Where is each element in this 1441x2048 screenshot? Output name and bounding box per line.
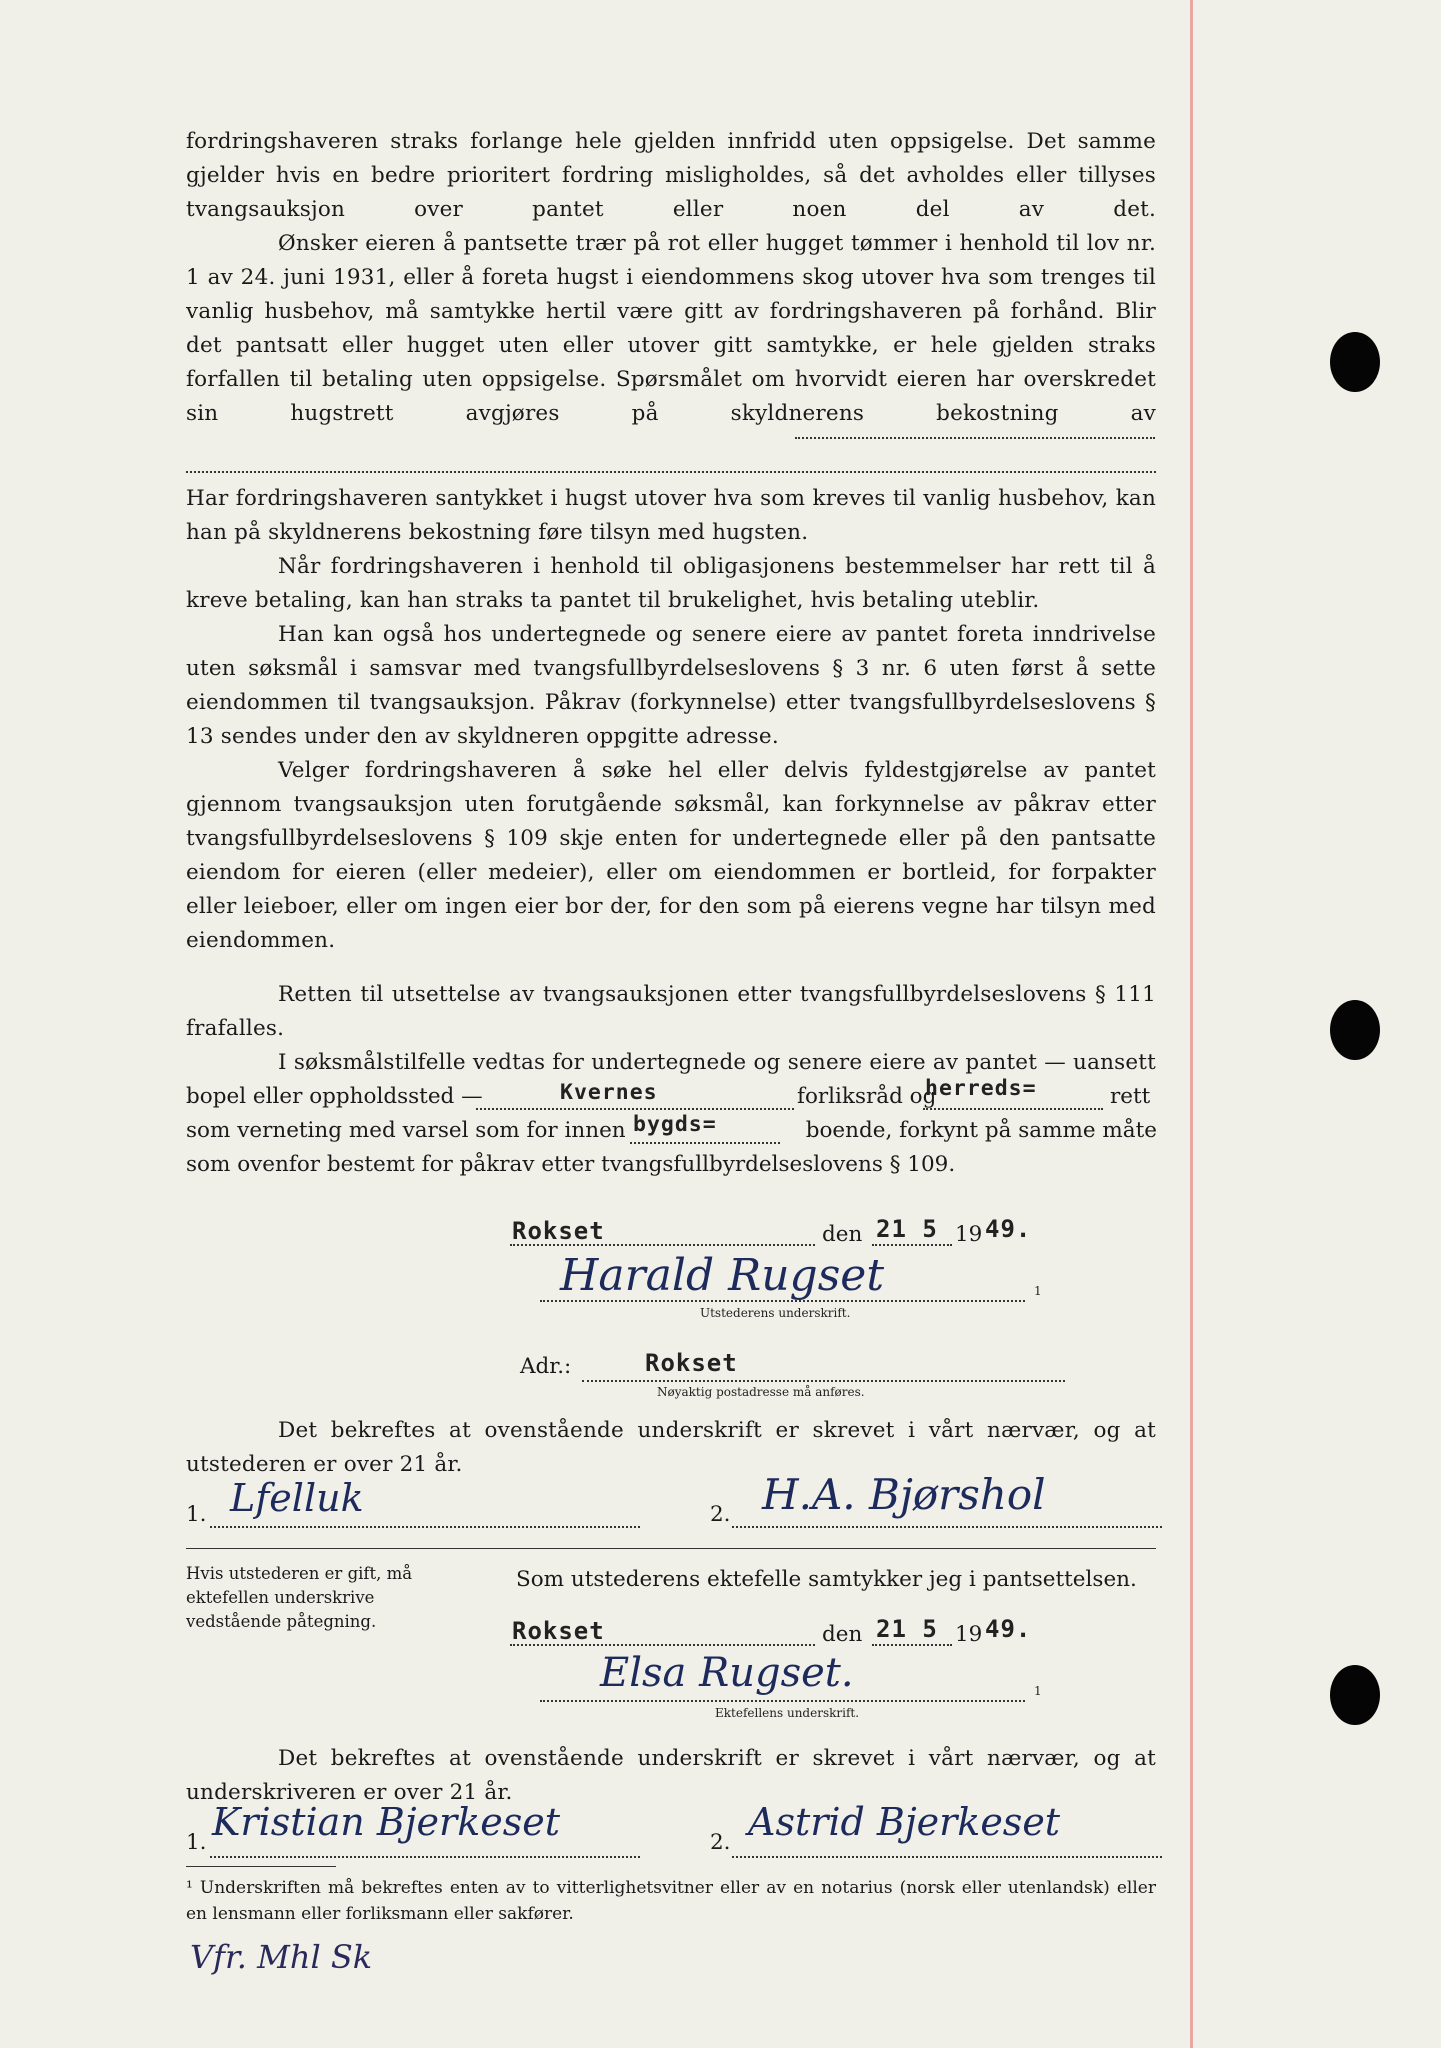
typed-date-2: 21 5 (876, 1615, 938, 1643)
typed-date-1: 21 5 (876, 1215, 938, 1243)
typed-year-1: 49. (985, 1215, 1032, 1243)
dotted-line-witness-3 (210, 1856, 640, 1858)
dotted-line-address (582, 1380, 1065, 1382)
venue-line-mid: forliksråd og (797, 1084, 937, 1109)
typed-place-1: Rokset (512, 1217, 605, 1245)
paragraph-3: Har fordringshaveren santykket i hugst utover hva som kreves til vanlig husbehov, kan han på skyldnerens bekostning føre tilsyn med hugsten. (186, 486, 1156, 545)
dotted-line-bygds (630, 1142, 780, 1144)
signature-witness-3: Kristian Bjerkeset (212, 1800, 560, 1844)
typed-year-2: 49. (985, 1615, 1032, 1643)
punch-hole-1 (1330, 332, 1380, 392)
witness-1-number: 1. (186, 1502, 207, 1527)
signature-witness-2: H.A. Bjørshol (762, 1470, 1046, 1519)
signature-witness-1: Lfelluk (230, 1476, 364, 1520)
verneting-line-last: som ovenfor bestemt for påkrav etter tvangsfullbyrdelseslovens § 109. (186, 1152, 956, 1177)
paragraph-8-line-1: I søksmålstilfelle vedtas for undertegnede og senere eiere av pantet — uansett (278, 1050, 1156, 1075)
venue-line-end: rett (1110, 1084, 1151, 1109)
verneting-line-start: som verneting med varsel som for innen (186, 1118, 626, 1143)
ektefelle-consent-text: Som utstederens ektefelle samtykker jeg i pantsettelsen. (516, 1567, 1137, 1592)
dotted-line-witness-1 (210, 1526, 640, 1528)
dotted-line-sig-ektefelle (540, 1700, 1025, 1702)
witness-4-number: 2. (710, 1830, 731, 1855)
venue-line-start: bopel eller oppholdssted — (186, 1084, 483, 1109)
signature-utsteder: Harald Rugset (560, 1250, 885, 1301)
footnote-text: ¹ Underskriften må bekreftes enten av to vitterlighetsvitner eller av en notarius (norsk eller utenlandsk) eller en lensmann eller forliksmann eller sakfører. (186, 1878, 1156, 1924)
dotted-line-date-2 (872, 1644, 952, 1646)
dotted-line-sig-utsteder (540, 1300, 1025, 1302)
dotted-line-herreds (923, 1108, 1103, 1110)
address-label: Adr.: (520, 1354, 572, 1379)
den-label-2: den (822, 1622, 863, 1647)
paragraph-6: Velger fordringshaveren å søke hel eller delvis fyldestgjørelse av pantet gjennom tvangsauksjon uten forutgående søksmål, kan forkynnelse av påkrav etter tvangsfullbyrdelseslovens § 109 skje enten for undertegnede eller på den pantsatte eiendom for eieren (eller medeier), eller om eiendommen er bortleid, for forpakter eller leieboer, eller om ingen eier bor der, for den som på eierens vegne har tilsyn med eiendommen. (186, 758, 1156, 953)
dotted-line-place-1 (510, 1244, 815, 1246)
paragraph-1: fordringshaveren straks forlange hele gjelden innfridd uten oppsigelse. Det samme gjelder hvis en bedre prioritert fordring misligholdes, så det avholdes eller tillyses tvangsauksjon over pantet eller noen del av det. (186, 129, 1156, 222)
utsteder-signature-label: Utstederens underskrift. (700, 1306, 851, 1320)
year-prefix-2: 19 (955, 1622, 983, 1647)
punch-hole-2 (1330, 1000, 1380, 1060)
witness-2-number: 2. (710, 1502, 731, 1527)
red-margin-line (1190, 0, 1193, 2048)
signature-witness-4: Astrid Bjerkeset (748, 1800, 1061, 1844)
side-note: Hvis utstederen er gift, må ektefellen underskrive vedstående påtegning. (186, 1564, 413, 1631)
paragraph-7: Retten til utsettelse av tvangsauksjonen etter tvangsfullbyrdelseslovens § 111 frafalles. (186, 982, 1156, 1041)
typed-kvernes: Kvernes (560, 1080, 658, 1105)
punch-hole-3 (1330, 1665, 1380, 1725)
signature-bottom-note: Vfr. Mhl Sk (190, 1938, 373, 1976)
witness-3-number: 1. (186, 1830, 207, 1855)
paragraph-5: Han kan også hos undertegnede og senere eiere av pantet foreta inndrivelse uten søksmål i samsvar med tvangsfullbyrdelseslovens § 3 nr. 6 uten først å sette eiendommen til tvangsauksjon. Påkrav (forkynnelse) etter tvangsfullbyrdelseslovens § 13 sendes under den av skyldneren oppgitte adresse. (186, 622, 1156, 749)
dotted-line-witness-4 (732, 1856, 1162, 1858)
bekreft-paragraph-2: Det bekreftes at ovenstående underskrift er skrevet i vårt nærvær, og at underskriveren er over 21 år. (186, 1746, 1156, 1805)
typed-bygds: bygds= (633, 1112, 717, 1137)
postadresse-label: Nøyaktig postadresse må anføres. (657, 1385, 865, 1399)
footnote-mark-1: 1 (1034, 1284, 1042, 1298)
dotted-line-place-2 (510, 1644, 815, 1646)
divider-line-1 (186, 1548, 1156, 1549)
footnote-mark-2: 1 (1034, 1684, 1042, 1698)
dotted-line-witness-2 (732, 1526, 1162, 1528)
verneting-line-end: boende, forkynt på samme måte (805, 1118, 1157, 1143)
footnote-divider (186, 1866, 336, 1867)
signature-ektefelle: Elsa Rugset. (600, 1650, 854, 1696)
typed-address: Rokset (645, 1349, 738, 1377)
typed-herreds: herreds= (925, 1076, 1037, 1101)
year-prefix-1: 19 (955, 1222, 983, 1247)
typed-place-2: Rokset (512, 1617, 605, 1645)
paragraph-2: Ønsker eieren å pantsette trær på rot eller hugget tømmer i henhold til lov nr. 1 av 24. juni 1931, eller å foreta hugst i eiendommens skog utover hva som trenges til vanlig husbehov, må samtykke hertil være gitt av fordringshaveren på forhånd. Blir det pantsatt eller hugget uten eller utover gitt samtykke, er hele gjelden straks forfallen til betaling uten oppsigelse. Spørsmålet om hvorvidt eieren har overskredet sin hugstrett avgjøres på skyldnerens bekostning av (186, 231, 1156, 426)
ektefelle-signature-label: Ektefellens underskrift. (715, 1706, 860, 1720)
den-label-1: den (822, 1222, 863, 1247)
dotted-line-hugst-2 (186, 471, 1156, 473)
bekreft-paragraph-1: Det bekreftes at ovenstående underskrift er skrevet i vårt nærvær, og at utstederen er over 21 år. (186, 1418, 1156, 1477)
dotted-line-date-1 (872, 1244, 952, 1246)
dotted-line-hugst (795, 437, 1155, 439)
paragraph-4: Når fordringshaveren i henhold til obligasjonens bestemmelser har rett til å kreve betaling, kan han straks ta pantet til brukelighet, hvis betaling uteblir. (186, 554, 1156, 613)
